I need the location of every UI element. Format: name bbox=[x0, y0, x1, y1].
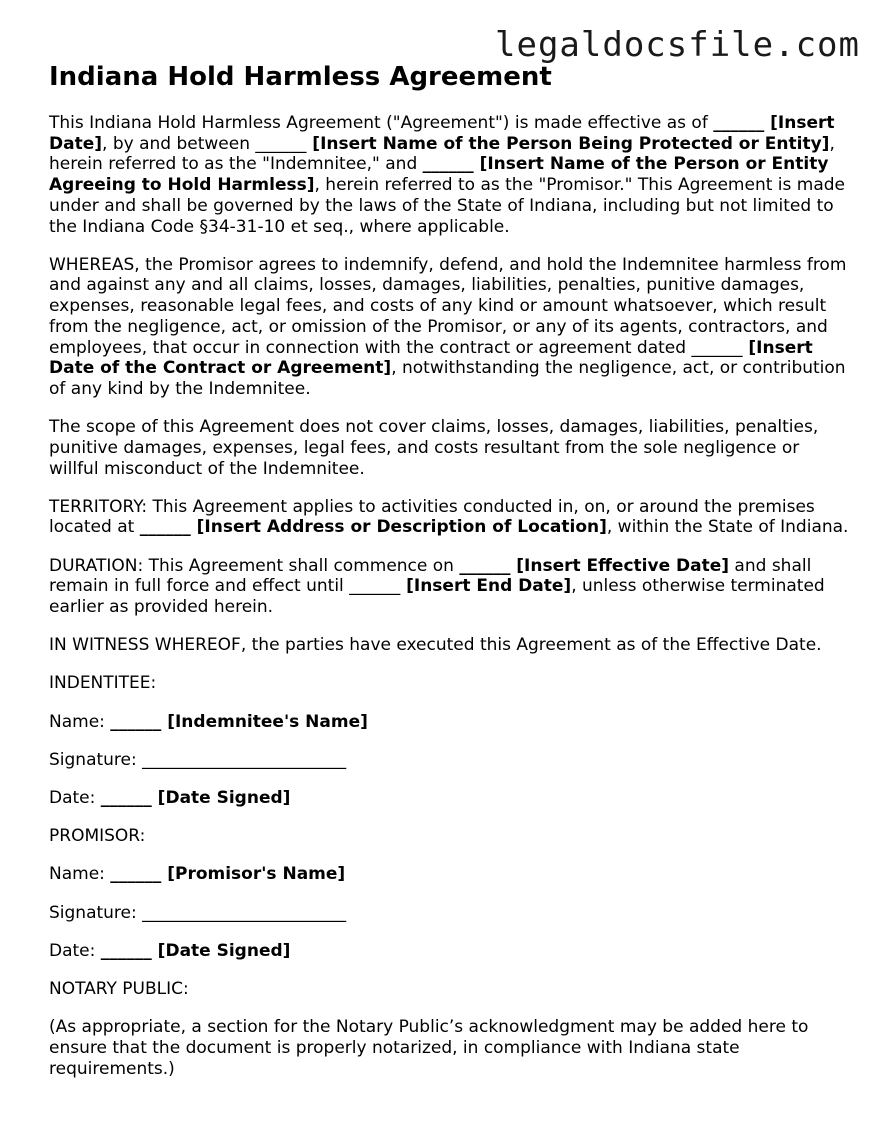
indemnitee-signature-line: Signature: ________________________ bbox=[49, 749, 347, 770]
notary-heading: NOTARY PUBLIC: bbox=[49, 979, 189, 1000]
whereas-paragraph: WHEREAS, the Promisor agrees to indemnify, defend, and hold the Indemnitee harmless from and against any and all claims, losses, damages, liabilities, penalties, punitive damages, expenses, reasonable legal fees, and costs of any kind or amount whatsoever, which result from the negligence, act, or omission of the Promisor, or any of its agents, contractors, and employees, that occur in connection with the contract or agreement dated ______ [Insert Date of the Contract or Agreement], notwithstanding the negligence, act, or contribution of any kind by the Indemnitee. bbox=[49, 254, 847, 399]
notary-paragraph: (As appropriate, a section for the Notary Public’s acknowledgment may be added here to ensure that the document is properly notarized, in compliance with Indiana state requirements.) bbox=[49, 1017, 809, 1079]
placeholder-promisor-name: [Insert Name of the Person or Entity Agreeing to Hold Harmless] bbox=[49, 154, 829, 196]
witness-paragraph: IN WITNESS WHEREOF, the parties have executed this Agreement as of the Effective Date. bbox=[49, 635, 822, 656]
promisor-date-line: Date: ______ [Date Signed] bbox=[49, 940, 291, 961]
site-watermark: legaldocsfile.com bbox=[495, 25, 860, 65]
placeholder-insert-date: [Insert Date] bbox=[49, 113, 835, 154]
placeholder-contract-date: [Insert Date of the Contract or Agreement] bbox=[49, 337, 813, 379]
placeholder-date-signed: [Date Signed] bbox=[151, 940, 291, 961]
fill-blank: ______ bbox=[100, 940, 152, 961]
fill-blank: ______ bbox=[349, 576, 401, 597]
fill-blank: ______ bbox=[691, 337, 743, 358]
document-body bbox=[49, 113, 849, 1097]
placeholder-indemnitee-name: [Indemnitee's Name] bbox=[161, 711, 368, 732]
fill-blank: ______ bbox=[139, 517, 191, 538]
indemnitee-name-line: Name: ______ [Indemnitee's Name] bbox=[49, 711, 368, 732]
fill-blank: ______ bbox=[422, 154, 474, 175]
fill-blank: ______ bbox=[100, 788, 152, 809]
placeholder-end-date: [Insert End Date] bbox=[400, 576, 572, 597]
scope-paragraph: The scope of this Agreement does not cover claims, losses, damages, liabilities, penalties, punitive damages, expenses, legal fees, and costs resultant from the sole negligence or willful misconduct of the Indemnitee. bbox=[49, 417, 819, 479]
fill-blank: ______ bbox=[459, 555, 511, 576]
promisor-name-line: Name: ______ [Promisor's Name] bbox=[49, 864, 346, 885]
promisor-signature-line: Signature: ________________________ bbox=[49, 902, 347, 923]
promisor-heading: PROMISOR: bbox=[49, 826, 146, 847]
indemnitee-heading: INDENTITEE: bbox=[49, 673, 157, 694]
placeholder-effective-date: [Insert Effective Date] bbox=[510, 555, 730, 576]
fill-blank: ______ bbox=[110, 711, 162, 732]
fill-blank: ______ bbox=[110, 864, 162, 885]
fill-blank: ______ bbox=[713, 113, 765, 133]
fill-blank: ______ bbox=[255, 133, 307, 154]
placeholder-indemnitee-name: [Insert Name of the Person Being Protected or Entity] bbox=[306, 133, 830, 154]
indemnitee-date-line: Date: ______ [Date Signed] bbox=[49, 788, 291, 809]
placeholder-promisor-name: [Promisor's Name] bbox=[161, 864, 346, 885]
territory-paragraph: TERRITORY: This Agreement applies to activities conducted in, on, or around the premises located at ______ [Insert Address or Description of Location], within the State of Indiana. bbox=[49, 496, 849, 538]
intro-paragraph: This Indiana Hold Harmless Agreement ("Agreement") is made effective as of ______ [Insert Date], by and between ______ [Insert Name of the Person Being Protected or Entity], herein referred to as the "Indemnitee," and ______ [Insert Name of the Person or Entity Agreeing to Hold Harmless], herein referred to as the "Promisor." This Agreement is made under and shall be governed by the laws of the State of Indiana, including but not limited to the Indiana Code §34-31-10 et seq., where applicable. bbox=[49, 113, 846, 237]
signature-blank: ________________________ bbox=[142, 749, 347, 770]
signature-blank: ________________________ bbox=[142, 902, 347, 923]
placeholder-date-signed: [Date Signed] bbox=[151, 788, 291, 809]
duration-paragraph: DURATION: This Agreement shall commence on ______ [Insert Effective Date] and shall remain in full force and effect until ______ [Insert End Date], unless otherwise terminated earlier as provided herein. bbox=[49, 555, 825, 618]
document-title: Indiana Hold Harmless Agreement bbox=[49, 62, 552, 92]
placeholder-location: [Insert Address or Description of Location] bbox=[190, 517, 607, 538]
